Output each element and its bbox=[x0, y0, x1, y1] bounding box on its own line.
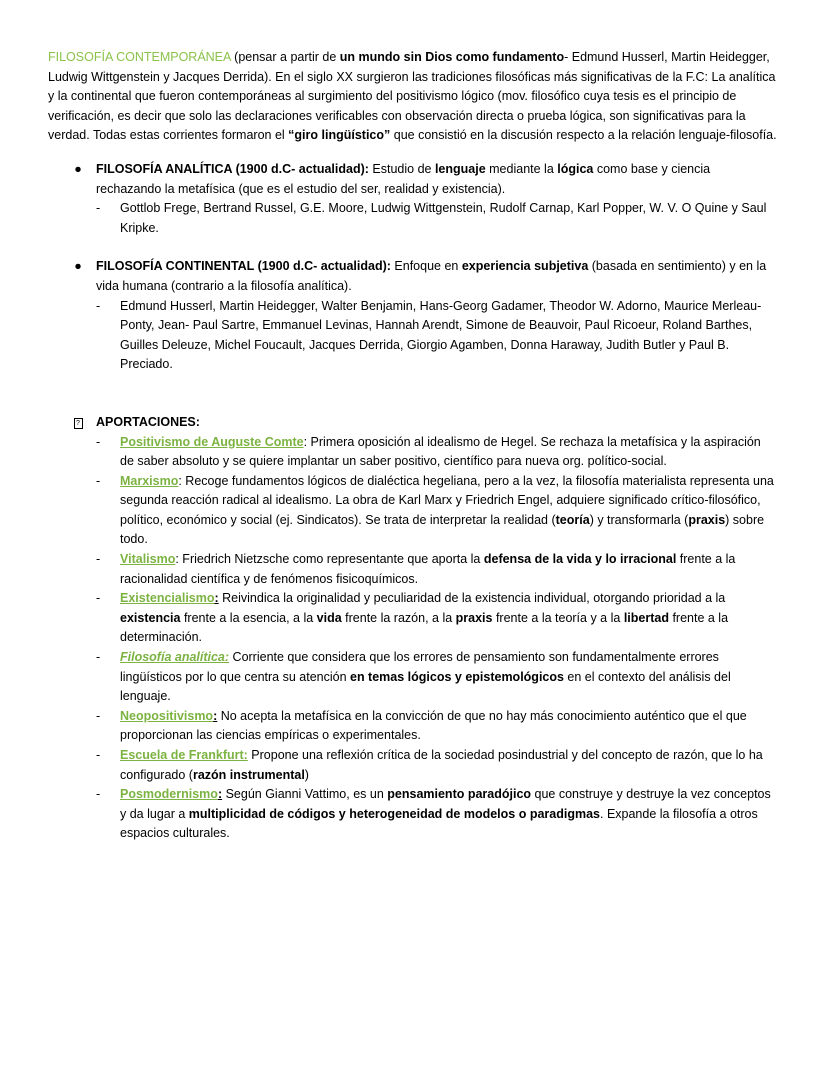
item-text: : Primera oposición al idealismo de Hegel. Se rechaza la metafísica y la aspiración de saber absoluto y se quiere implantar un saber positivo, científico para nueva org. político-social. bbox=[120, 434, 761, 469]
item-text: : Recoge fundamentos lógicos de dialéctica hegeliana, pero a la vez, la filosofía materialista representa una segunda reacción radical al idealismo. La obra de Karl Marx y Friedrich Engel, adquiere significado crítico-filosófico, político, económico y social (ej. Sindicatos). Se trata de interpretar la realidad ( bbox=[120, 473, 774, 527]
item-text: en el contexto del análisis del lenguaje. bbox=[120, 669, 731, 704]
item-text: como base y ciencia rechazando la metafísica (que es el estudio del ser, realidad y existencia). bbox=[96, 161, 711, 196]
item-text: ) bbox=[304, 767, 309, 782]
item-text: ) y transformarla ( bbox=[589, 512, 689, 527]
dash-icon: - bbox=[96, 650, 101, 665]
vitalismo-link[interactable]: Vitalismo bbox=[120, 552, 176, 567]
item-bold: praxis bbox=[455, 610, 493, 625]
item-bold: teoría bbox=[555, 512, 590, 527]
item-text: No acepta la metafísica en la convicción de que no hay más conocimiento auténtico que el que proporcionan las ciencias empíricas o experimentales. bbox=[120, 708, 747, 743]
item-text: : Friedrich Nietzsche como representante que aporta la bbox=[175, 552, 484, 567]
item-text: frente a la racionalidad científica y de fenómenos fisicoquímicos. bbox=[120, 552, 736, 586]
item-text: . Expande la filosofía a otros espacios culturales. bbox=[120, 806, 758, 841]
spacer bbox=[48, 238, 778, 257]
aportaciones-heading bbox=[48, 413, 778, 433]
dash-icon: - bbox=[96, 434, 101, 449]
dash-icon: - bbox=[96, 298, 101, 313]
dash-icon: - bbox=[96, 787, 101, 802]
neopositivismo-link[interactable]: Neopositivismo bbox=[120, 708, 214, 723]
item-bold: existencia bbox=[120, 610, 181, 625]
item-bold: multiplicidad de códigos y heterogeneidad de modelos o paradigmas bbox=[188, 806, 600, 821]
aportacion-vitalismo bbox=[48, 550, 778, 589]
intro-paragraph bbox=[48, 48, 778, 146]
dash-icon: - bbox=[96, 473, 101, 488]
aportacion-posmodernismo bbox=[48, 785, 778, 844]
item-text: mediante la bbox=[485, 161, 558, 176]
item-text: frente a la esencia, a la bbox=[180, 610, 317, 625]
aportacion-existencialismo bbox=[48, 589, 778, 648]
item-bold: pensamiento paradójico bbox=[387, 787, 532, 802]
item-bold: lenguaje bbox=[434, 161, 486, 176]
aportacion-positivismo bbox=[48, 433, 778, 472]
continental-heading: FILOSOFÍA CONTINENTAL (1900 d.C- actualidad): bbox=[96, 259, 391, 274]
item-bold: experiencia subjetiva bbox=[461, 259, 589, 274]
spacer bbox=[48, 375, 778, 413]
intro-text: que consistió en la discusión respecto a la relación lenguaje-filosofía. bbox=[390, 128, 777, 143]
bullet-icon: ● bbox=[74, 161, 82, 176]
intro-bold: un mundo sin Dios como fundamento bbox=[339, 50, 565, 64]
dash-icon: - bbox=[96, 591, 101, 606]
item-colon: : bbox=[214, 591, 219, 606]
item-text: que construye y destruye la vez conceptos y da lugar a bbox=[120, 787, 771, 821]
item-text: (basada en sentimiento) y en la vida humana (contrario a la filosofía analítica). bbox=[96, 259, 767, 293]
marxismo-link[interactable]: Marxismo bbox=[120, 473, 179, 488]
analitica-heading: FILOSOFÍA ANALÍTICA (1900 d.C- actualidad): bbox=[96, 161, 369, 176]
authors-text: Edmund Husserl, Martin Heidegger, Walter Benjamin, Hans-Georg Gadamer, Theodor W. Adorno, Maurice Merleau- Ponty, Jean- Paul Sartre, Emmanuel Levinas, Hannah Arendt, Simone de Beauvoir, Paul Ricoeur, Roland Barthes, Guilles Deleuze, Michel Foucault, Jacques Derrida, Giorgio Agamben, Donna Haraway, Judith Butler y Paul B. Preciado. bbox=[120, 298, 762, 372]
item-text: frente a la determinación. bbox=[120, 610, 729, 645]
item-colon: : bbox=[217, 787, 223, 802]
item-text: ) sobre todo. bbox=[120, 512, 765, 547]
item-bold: defensa de la vida y lo irracional bbox=[483, 552, 677, 567]
item-bold: praxis bbox=[688, 512, 726, 527]
intro-heading: FILOSOFÍA CONTEMPORÁNEA bbox=[48, 50, 231, 64]
item-bold: razón instrumental bbox=[192, 767, 305, 782]
dash-icon: - bbox=[96, 748, 101, 762]
aportacion-marxismo bbox=[48, 472, 778, 550]
item-text: Según Gianni Vattimo, es un bbox=[222, 787, 388, 802]
item-text: frente a la teoría y a la bbox=[492, 610, 624, 625]
item-text: Estudio de bbox=[368, 161, 435, 176]
bullet-icon: ● bbox=[74, 259, 82, 274]
aportacion-analitica bbox=[48, 648, 778, 707]
intro-text: (pensar a partir de bbox=[230, 50, 340, 64]
item-text: frente la razón, a la bbox=[341, 610, 456, 625]
posmodernismo-link[interactable]: Posmodernismo bbox=[120, 787, 218, 802]
frankfurt-link[interactable]: Escuela de Frankfurt: bbox=[120, 748, 248, 762]
intro-bold: “giro lingüístico” bbox=[288, 128, 391, 143]
existencialismo-link[interactable]: Existencialismo bbox=[120, 591, 215, 606]
dash-icon: - bbox=[96, 201, 101, 216]
item-bold: lógica bbox=[557, 161, 594, 176]
item-bold: en temas lógicos y epistemológicos bbox=[350, 669, 564, 684]
positivismo-link[interactable]: Positivismo de Auguste Comte bbox=[120, 434, 304, 449]
item-colon: : bbox=[213, 708, 218, 723]
intro-text: - Edmund Husserl, Martin Heidegger, Ludwig Wittgenstein y Jacques Derrida). En el siglo XX surgieron las tradiciones filosóficas más significativas de la F.C: La analítica y la continental que fueron contemporáneas al surgimiento del positivismo lógico (mov. filosófico cuya tesis es el principio de verificación, es decir que solo las declaraciones verificables con observación directa o prueba lógica, son significativas para la verdad. Todas estas corrientes formaron el bbox=[48, 50, 776, 143]
item-text: Propone una reflexión crítica de la sociedad posindustrial y del concepto de razón, que lo ha configurado ( bbox=[120, 748, 763, 782]
continental-authors bbox=[48, 297, 778, 375]
box-icon bbox=[72, 413, 84, 433]
aportaciones-title: APORTACIONES: bbox=[96, 414, 200, 429]
item-text: Enfoque en bbox=[390, 259, 462, 274]
analitica-authors bbox=[48, 199, 778, 238]
aportacion-frankfurt bbox=[48, 746, 778, 785]
dash-icon: - bbox=[96, 708, 101, 723]
box-glyph: ? bbox=[74, 418, 83, 429]
dash-icon: - bbox=[96, 552, 101, 567]
authors-text: Gottlob Frege, Bertrand Russel, G.E. Moore, Ludwig Wittgenstein, Rudolf Carnap, Karl Popper, W. V. O Quine y Saul Kripke. bbox=[120, 201, 767, 235]
item-bold: vida bbox=[316, 610, 342, 625]
item-text: Reivindica la originalidad y peculiaridad de la existencia individual, otorgando prioridad a la bbox=[218, 591, 726, 606]
item-text: Corriente que considera que los errores de pensamiento son fundamentalmente errores lingüísticos por lo que centra su atención bbox=[120, 650, 719, 684]
continental-item bbox=[48, 257, 778, 296]
aportacion-neopositivismo bbox=[48, 707, 778, 746]
filosofia-analitica-link[interactable]: Filosofía analítica: bbox=[120, 650, 230, 665]
item-bold: libertad bbox=[623, 610, 669, 625]
analitica-item bbox=[48, 160, 778, 199]
